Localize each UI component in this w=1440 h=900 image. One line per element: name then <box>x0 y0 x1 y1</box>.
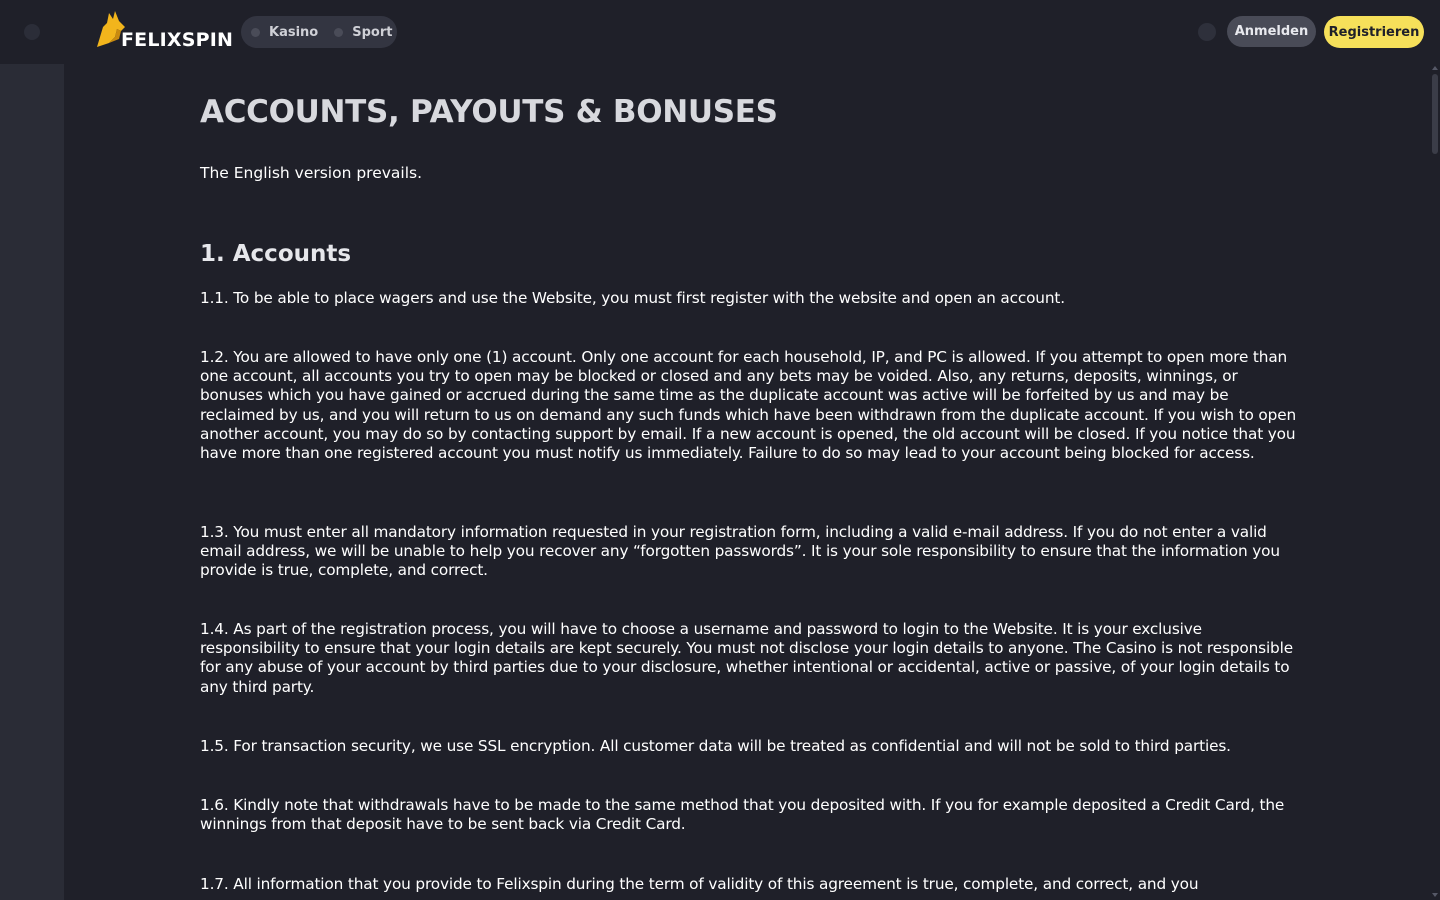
paragraph-1-3: 1.3. You must enter all mandatory information requested in your registration form, including a valid e-mail address. If you do not enter a valid email address, we will be unable to help you recover any “forgotten passwords”. It is your sole responsibility to ensure that the information you provide is true, complete, and correct. <box>200 523 1280 580</box>
nav-item-kasino[interactable] <box>251 16 318 48</box>
nav-item-sport[interactable] <box>334 16 392 48</box>
scroll-thumb[interactable] <box>1432 74 1438 154</box>
login-button[interactable]: Anmelden <box>1227 16 1316 47</box>
section-title-accounts: 1. Accounts <box>200 241 352 267</box>
scroll-down-arrow-icon[interactable] <box>1432 893 1438 897</box>
sport-icon <box>334 28 343 37</box>
paragraph-1-4: 1.4. As part of the registration process, you will have to choose a username and password to login to the Website. It is your exclusive responsibility to ensure that your login details are kept securely. You must not disclose your login details to anyone. The Casino is not responsible for any abuse of your account by third parties due to your disclosure, whether intentional or accidental, active or passive, of your login details to any third party. <box>200 620 1293 696</box>
register-button[interactable]: Registrieren <box>1324 16 1424 48</box>
page-scrollbar[interactable] <box>1430 64 1440 900</box>
language-note: The English version prevails. <box>200 164 423 182</box>
paragraph-1-5: 1.5. For transaction security, we use SSL encryption. All customer data will be treated as confidential and will not be sold to third parties. <box>200 737 1231 755</box>
nav-label-kasino: Kasino <box>269 24 319 40</box>
main-content <box>64 64 1430 900</box>
left-sidebar-rail <box>0 64 64 900</box>
main-nav <box>241 16 397 48</box>
scroll-up-arrow-icon[interactable] <box>1432 66 1438 70</box>
page-title: ACCOUNTS, PAYOUTS & BONUSES <box>200 94 778 130</box>
menu-icon[interactable] <box>24 24 40 40</box>
paragraph-1-1: 1.1. To be able to place wagers and use the Website, you must first register with the website and open an account. <box>200 289 1065 307</box>
paragraph-1-6: 1.6. Kindly note that withdrawals have to be made to the same method that you deposited with. If you for example deposited a Credit Card, the winnings from that deposit have to be sent back via Credit Card. <box>200 796 1285 834</box>
nav-label-sport: Sport <box>352 24 393 40</box>
paragraph-1-2: 1.2. You are allowed to have only one (1) account. Only one account for each household, IP, and PC is allowed. If you attempt to open more than one account, all accounts you try to open may be blocked or closed and any bets may be voided. Also, any returns, deposits, winnings, or bonuses which you have gained or accrued during the same time as the duplicate account was active will be forfeited by us and may be reclaimed by us, and you will return to us on demand any such funds which have been withdrawn from the duplicate account. If you wish to open another account, you may do so by contacting support by email. If a new account is opened, the old account will be closed. If you notice that you have more than one registered account you must notify us immediately. Failure to do so may lead to your account being blocked for access. <box>200 348 1297 463</box>
paragraph-1-7: 1.7. All information that you provide to Felixspin during the term of validity of this agreement is true, complete, and correct, and you <box>200 875 1199 893</box>
logo-text: FELIXSPIN <box>121 29 234 51</box>
top-header <box>0 0 1440 64</box>
casino-icon <box>251 28 260 37</box>
language-icon[interactable] <box>1198 23 1216 41</box>
